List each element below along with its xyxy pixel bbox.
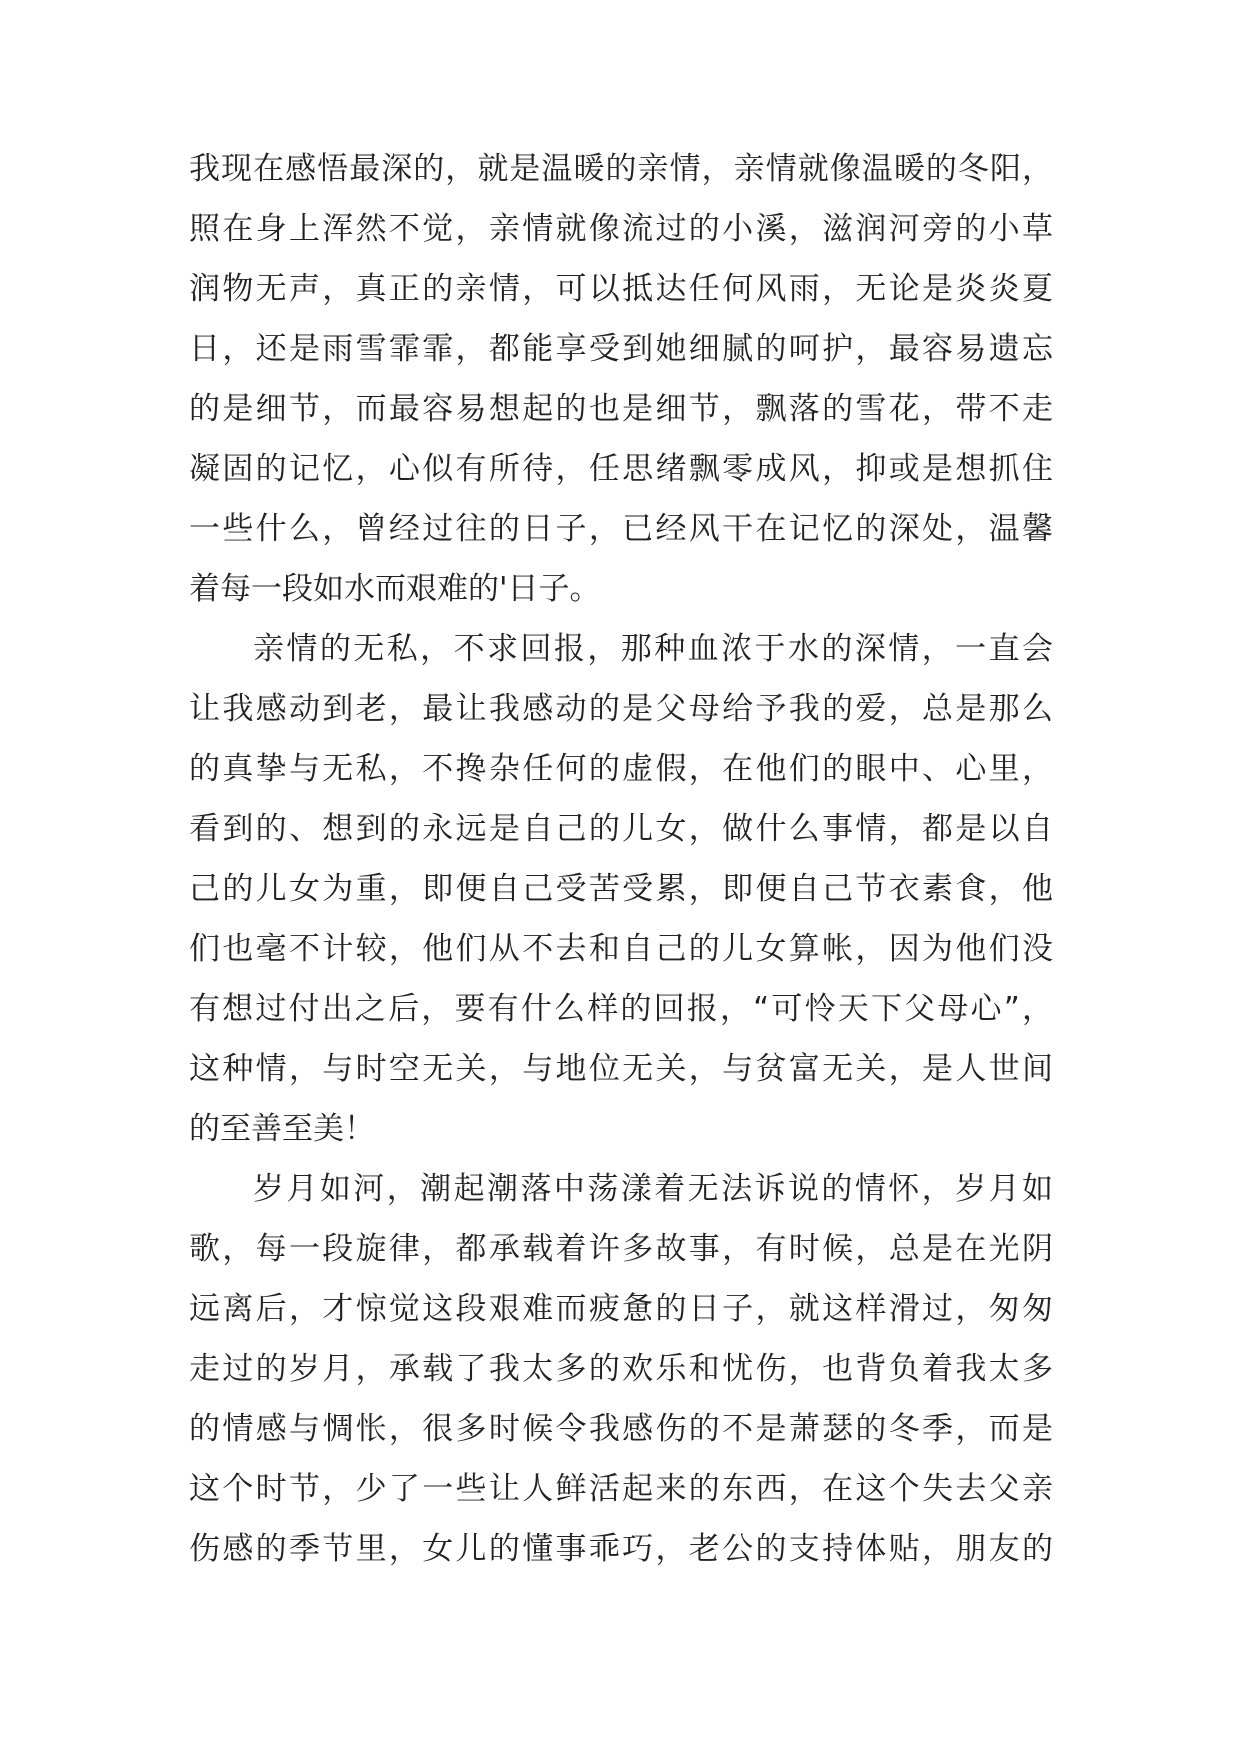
paragraph-1-line-3: 润物无声，真正的亲情，可以抵达任何风雨，无论是炎炎夏 bbox=[189, 271, 1053, 307]
paragraph-2-line-2: 让我感动到老，最让我感动的是父母给予我的爱，总是那么 bbox=[189, 691, 1053, 727]
paragraph-3-line-6: 这个时节，少了一些让人鲜活起来的东西，在这个失去父亲 bbox=[189, 1471, 1053, 1507]
document-body bbox=[189, 139, 1053, 1579]
paragraph-1-line-5: 的是细节，而最容易想起的也是细节，飘落的雪花，带不走 bbox=[189, 391, 1053, 427]
paragraph-3-line-3: 远离后，才惊觉这段艰难而疲惫的日子，就这样滑过，匆匆 bbox=[189, 1291, 1053, 1327]
paragraph-1 bbox=[189, 139, 1053, 619]
paragraph-3-line-5: 的情感与惆怅，很多时候令我感伤的不是萧瑟的冬季，而是 bbox=[189, 1411, 1053, 1447]
paragraph-1-line-4: 日，还是雨雪霏霏，都能享受到她细腻的呵护，最容易遗忘 bbox=[189, 331, 1053, 367]
paragraph-2-line-3: 的真挚与无私，不搀杂任何的虚假，在他们的眼中、心里， bbox=[189, 751, 1053, 787]
paragraph-3-line-7: 伤感的季节里，女儿的懂事乖巧，老公的支持体贴，朋友的 bbox=[189, 1531, 1053, 1567]
paragraph-3-line-4: 走过的岁月，承载了我太多的欢乐和忧伤，也背负着我太多 bbox=[189, 1351, 1053, 1387]
paragraph-2-line-4: 看到的、想到的永远是自己的儿女，做什么事情，都是以自 bbox=[189, 811, 1053, 847]
paragraph-1-line-6: 凝固的记忆，心似有所待，任思绪飘零成风，抑或是想抓住 bbox=[189, 451, 1053, 487]
paragraph-1-line-8: 着每一段如水而艰难的'日子。 bbox=[189, 571, 601, 607]
paragraph-3-line-1: 岁月如河，潮起潮落中荡漾着无法诉说的情怀，岁月如 bbox=[253, 1171, 1053, 1207]
paragraph-1-line-7: 一些什么，曾经过往的日子，已经风干在记忆的深处，温馨 bbox=[189, 511, 1053, 547]
paragraph-2-line-6: 们也毫不计较，他们从不去和自己的儿女算帐，因为他们没 bbox=[189, 931, 1053, 967]
paragraph-2 bbox=[189, 619, 1053, 1159]
paragraph-1-line-2: 照在身上浑然不觉，亲情就像流过的小溪，滋润河旁的小草 bbox=[189, 211, 1053, 247]
paragraph-3-line-2: 歌，每一段旋律，都承载着许多故事，有时候，总是在光阴 bbox=[189, 1231, 1053, 1267]
paragraph-2-line-1: 亲情的无私，不求回报，那种血浓于水的深情，一直会 bbox=[253, 631, 1053, 667]
paragraph-2-line-8: 这种情，与时空无关，与地位无关，与贫富无关，是人世间 bbox=[189, 1051, 1053, 1087]
paragraph-1-line-1: 我现在感悟最深的，就是温暖的亲情，亲情就像温暖的冬阳， bbox=[189, 151, 1053, 187]
paragraph-2-line-7: 有想过付出之后，要有什么样的回报，“可怜天下父母心”， bbox=[189, 991, 1053, 1027]
paragraph-2-line-5: 己的儿女为重，即便自己受苦受累，即便自己节衣素食，他 bbox=[189, 871, 1053, 907]
paragraph-3 bbox=[189, 1159, 1053, 1579]
paragraph-2-line-9: 的至善至美！ bbox=[189, 1111, 375, 1147]
